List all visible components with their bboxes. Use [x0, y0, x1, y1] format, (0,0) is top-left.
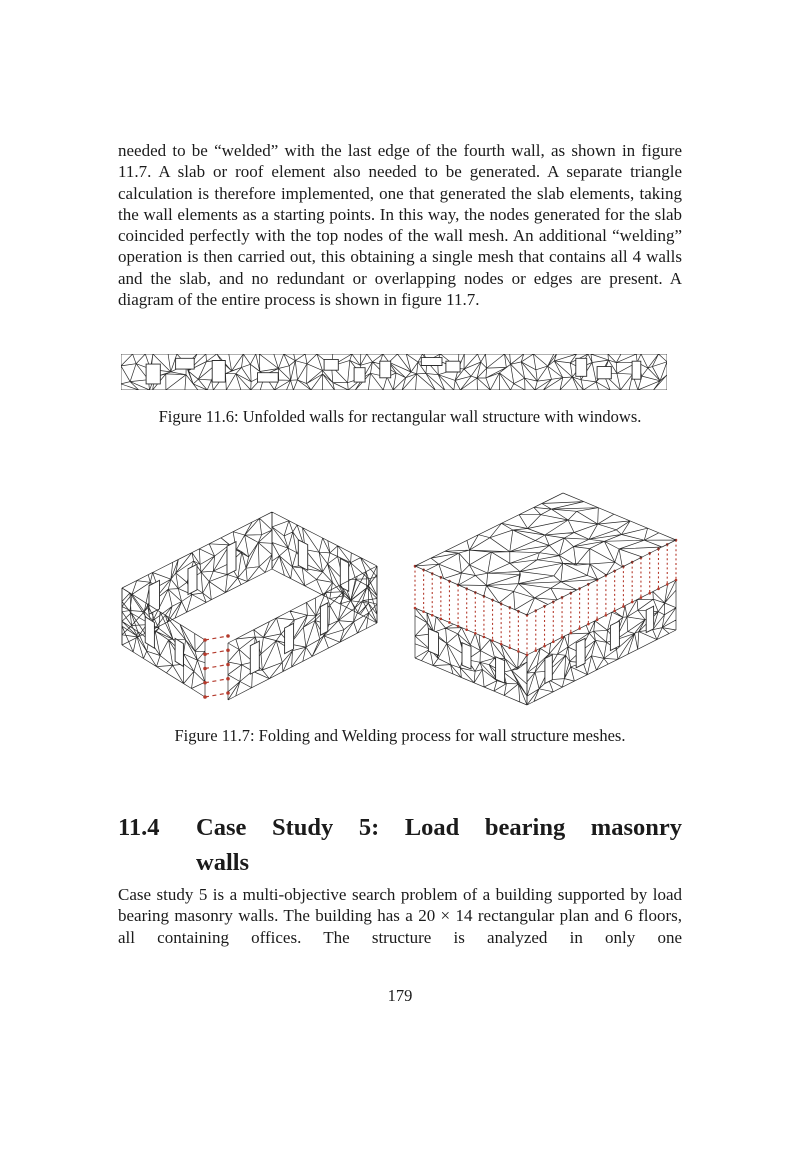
section-number: 11.4 — [118, 814, 160, 841]
section-title — [196, 810, 682, 880]
figure-11-6-caption: Figure 11.6: Unfolded walls for rectangular wall structure with windows. — [158, 407, 642, 426]
figure-11-7-folding-welding-mesh — [100, 465, 740, 720]
section-title-line2: walls — [196, 849, 250, 876]
figure-11-6-unfolded-walls-mesh — [121, 354, 667, 390]
figure-11-7-caption: Figure 11.7: Folding and Welding process for wall structure meshes. — [174, 726, 626, 745]
section-title-line1: Case Study 5: Load bearing masonry — [196, 814, 682, 841]
page-number: 179 — [387, 986, 413, 1005]
body-paragraph-case-study-5: Case study 5 is a multi-objective search problem of a building supported by load bearing masonry walls. The building has a 20 × 14 rectangular plan and 6 floors, all containing offices. The structure is analyzed in only one — [118, 885, 682, 947]
section-heading-11-4 — [118, 810, 682, 880]
body-paragraph-welding: needed to be “welded” with the last edge of the fourth wall, as shown in figure 11.7. A slab or roof element also needed to be generated. A separate triangle calculation is therefore implemented, one that generated the slab elements, taking the wall elements as a starting points. In this way, the nodes generated for the slab coincided perfectly with the top nodes of the wall mesh. An additional “welding” operation is then carried out, this obtaining a single mesh that contains all 4 walls and the slab, and no redundant or overlapping nodes or edges are present. A diagram of the entire process is shown in figure 11.7. — [118, 141, 682, 310]
